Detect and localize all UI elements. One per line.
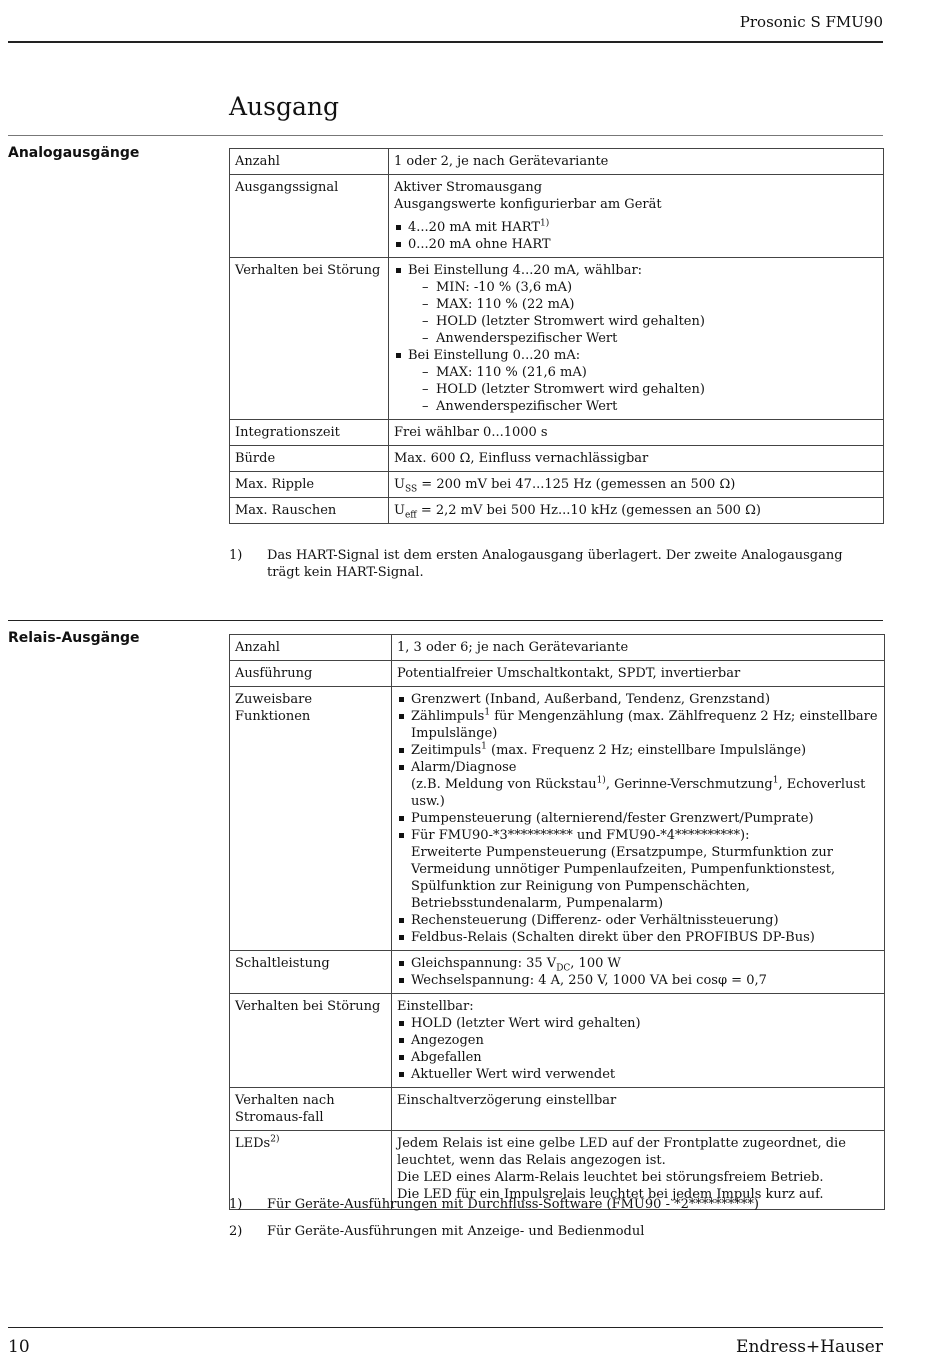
table-row (230, 1088, 885, 1131)
value-line: Ausgangswerte konfigurierbar am Gerät (394, 197, 662, 212)
bullet-list (397, 691, 879, 946)
value-line: Die LED eines Alarm-Relais leuchtet bei störungsfreiem Betrieb. (397, 1170, 824, 1185)
page-number: 10 (8, 1337, 30, 1357)
footnote-ref: 2) (270, 1134, 280, 1145)
row-key: Bürde (230, 446, 389, 472)
relay-section-label: Relais-Ausgänge (8, 630, 140, 646)
list-item: Rechensteuerung (Differenz- oder Verhältnissteuerung) (397, 912, 879, 929)
document-header-title: Prosonic S FMU90 (739, 13, 883, 31)
footnote-number: 2) (229, 1224, 243, 1239)
table-row (230, 687, 885, 951)
footnote-text: Das HART-Signal ist dem ersten Analogausgang überlagert. Der zweite Analogausgang trägt kein HART-Signal. (267, 548, 843, 580)
list-item: Abgefallen (397, 1049, 879, 1066)
row-value: Max. 600 Ω, Einfluss vernachlässigbar (389, 446, 884, 472)
section-title: Ausgang (229, 92, 339, 121)
table-row (230, 420, 884, 446)
row-key: Integrationszeit (230, 420, 389, 446)
bullet-list (397, 1015, 879, 1083)
analog-section-rule (8, 135, 883, 136)
table-row (230, 498, 884, 524)
relay-footnote (229, 1196, 879, 1213)
footer-rule (8, 1327, 883, 1328)
row-key: Verhalten nach Stromaus-fall (230, 1088, 392, 1131)
row-value (392, 994, 885, 1088)
row-key: LEDs$^{2)}$ (230, 1131, 392, 1210)
list-item: Zeitimpuls$^1$ (max. Frequenz 2 Hz; einstellbare Impulslänge) (397, 742, 879, 759)
row-value: Potentialfreier Umschaltkontakt, SPDT, invertierbar (392, 661, 885, 687)
list-item: Gleichspannung: 35 $V_{DC}$, 100 W (397, 955, 879, 972)
footnote-ref: 1) (540, 218, 550, 229)
row-key: Schaltleistung (230, 951, 392, 994)
table-row (230, 258, 884, 420)
row-value: $U_{eff} = 2,2$ mV bei 500 Hz...10 kHz (gemessen an 500 Ω) (389, 498, 884, 524)
relay-section-rule (8, 620, 883, 621)
row-key: Ausgangssignal (230, 175, 389, 258)
list-item: – MAX: 110 % (21,6 mA) (422, 364, 878, 381)
row-key: Verhalten bei Störung (230, 994, 392, 1088)
table-row (230, 661, 885, 687)
list-item: Aktueller Wert wird verwendet (397, 1066, 879, 1083)
table-row (230, 175, 884, 258)
list-item: – HOLD (letzter Stromwert wird gehalten) (422, 381, 878, 398)
table-row (230, 446, 884, 472)
list-item: Angezogen (397, 1032, 879, 1049)
list-item: Für FMU90-*3********** und FMU90-*4**********): Erweiterte Pumpensteuerung (Ersatzpumpe, Sturmfunktion zur Vermeidung unnötiger Pumpenlaufzeiten, Pumpenfunktionstest, Spülfunktion zur Reinigung von Pumpenschächten, Betriebsstundenalarm, Pumpenalarm) (397, 827, 879, 912)
row-key: Zuweisbare Funktionen (230, 687, 392, 951)
row-key: Anzahl (230, 149, 389, 175)
footnote-number: 1) (229, 1197, 243, 1212)
analog-footnote (229, 547, 879, 581)
table-row (230, 149, 884, 175)
row-key: Anzahl (230, 635, 392, 661)
table-row (230, 635, 885, 661)
table-row (230, 951, 885, 994)
table-row (230, 472, 884, 498)
value-line: Jedem Relais ist eine gelbe LED auf der Frontplatte zugeordnet, die leuchtet, wenn das Relais angezogen ist. (397, 1136, 846, 1168)
row-key: Max. Rauschen (230, 498, 389, 524)
relay-output-table (229, 634, 885, 1210)
relay-footnote (229, 1223, 879, 1240)
row-value: 1, 3 oder 6; je nach Gerätevariante (392, 635, 885, 661)
value-line: Aktiver Stromausgang (394, 180, 543, 195)
row-value (389, 175, 884, 258)
row-value: 1 oder 2, je nach Gerätevariante (389, 149, 884, 175)
list-item: – HOLD (letzter Stromwert wird gehalten) (422, 313, 878, 330)
bullet-list (397, 955, 879, 989)
analog-section-label: Analogausgänge (8, 145, 140, 161)
list-item: Bei Einstellung 0...20 mA: – MAX: 110 % (21,6 mA) – HOLD (letzter Stromwert wird gehalten) – Anwenderspezifischer Wert (394, 347, 878, 415)
list-item: Grenzwert (Inband, Außerband, Tendenz, Grenzstand) (397, 691, 879, 708)
list-item: Zählimpuls$^1$ für Mengenzählung (max. Zählfrequenz 2 Hz; einstellbare Impulslänge) (397, 708, 879, 742)
footnote-number: 1) (229, 548, 243, 563)
value-line: Die LED für ein Impulsrelais leuchtet bei jedem Impuls kurz auf. (397, 1187, 824, 1202)
row-value (392, 951, 885, 994)
row-value: $U_{SS} = 200$ mV bei 47...125 Hz (gemessen an 500 Ω) (389, 472, 884, 498)
row-key: Max. Ripple (230, 472, 389, 498)
footnote-text: Für Geräte-Ausführungen mit Anzeige- und Bedienmodul (267, 1224, 645, 1239)
list-item: 0...20 mA ohne HART (394, 236, 878, 253)
footnote-text: Für Geräte-Ausführungen mit Durchfluss-Software (FMU90 - *2**********) (267, 1197, 759, 1212)
dash-list (408, 279, 878, 347)
bullet-list (394, 262, 878, 415)
row-value: Einschaltverzögerung einstellbar (392, 1088, 885, 1131)
list-item: – MAX: 110 % (22 mA) (422, 296, 878, 313)
dash-list (408, 364, 878, 415)
list-item: 4...20 mA mit HART$^{1)}$ (394, 219, 878, 236)
row-key: Verhalten bei Störung (230, 258, 389, 420)
list-item: HOLD (letzter Wert wird gehalten) (397, 1015, 879, 1032)
row-value (389, 258, 884, 420)
list-item: Alarm/Diagnose (z.B. Meldung von Rückstau$^{1)}$, Gerinne-Verschmutzung$^1$, Echoverlust usw.) (397, 759, 879, 810)
row-key: Ausführung (230, 661, 392, 687)
list-item: – Anwenderspezifischer Wert (422, 330, 878, 347)
footer-brand: Endress+Hauser (736, 1337, 883, 1357)
list-item: Wechselspannung: 4 A, 250 V, 1000 VA bei cosφ = 0,7 (397, 972, 879, 989)
list-item: Bei Einstellung 4...20 mA, wählbar: – MIN: -10 % (3,6 mA) – MAX: 110 % (22 mA) – HOLD (letzter Stromwert wird gehalten) – Anwenderspezifischer Wert (394, 262, 878, 347)
list-item: Feldbus-Relais (Schalten direkt über den PROFIBUS DP-Bus) (397, 929, 879, 946)
row-value: Frei wählbar 0...1000 s (389, 420, 884, 446)
analog-output-table (229, 148, 884, 524)
header-rule (8, 41, 883, 43)
value-line: Einstellbar: (397, 999, 474, 1014)
list-item: Pumpensteuerung (alternierend/fester Grenzwert/Pumprate) (397, 810, 879, 827)
bullet-list (394, 219, 878, 253)
list-item: – Anwenderspezifischer Wert (422, 398, 878, 415)
list-item: – MIN: -10 % (3,6 mA) (422, 279, 878, 296)
row-value (392, 687, 885, 951)
table-row (230, 994, 885, 1088)
